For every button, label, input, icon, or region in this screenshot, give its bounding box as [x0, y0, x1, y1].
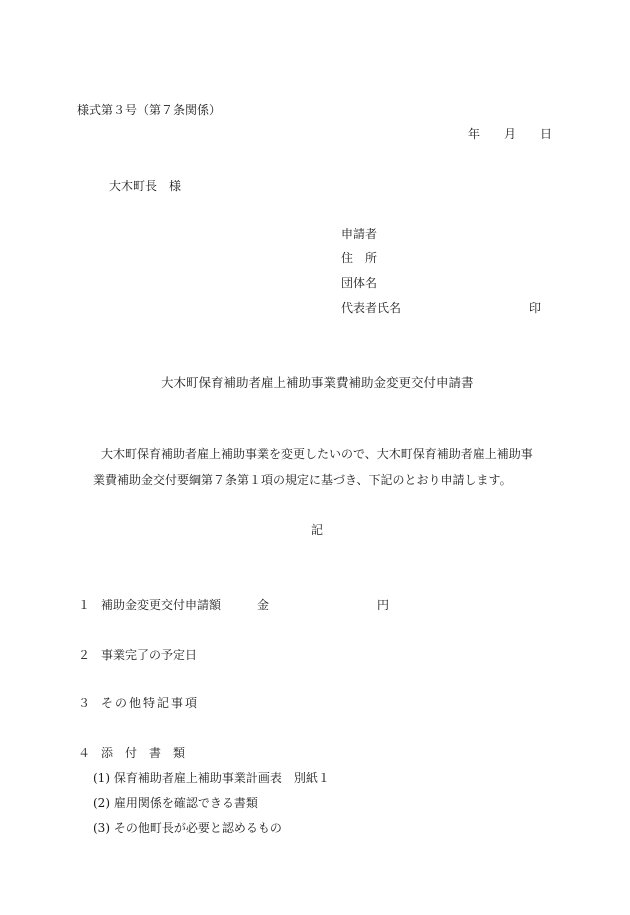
applicant-representative-label: 代表者氏名 [341, 301, 402, 315]
body-line-1: 大木町保育補助者雇上補助事業を変更したいので、大木町保育補助者雇上補助事 [101, 447, 533, 461]
seal-mark: 印 [529, 301, 542, 315]
attachment-item-1: (1) 保育補助者雇上補助事業計画表 別紙１ [93, 771, 330, 785]
item-1-amount-prefix: 金 [257, 598, 270, 612]
item-1-label: 補助金変更交付申請額 [101, 598, 222, 612]
item-3-number: ３ [78, 696, 91, 710]
body-line-2: 業費補助金交付要綱第７条第１項の規定に基づき、下記のとおり申請します。 [93, 473, 512, 487]
ki-heading: 記 [311, 523, 324, 537]
item-4-number: ４ [78, 746, 91, 760]
attachment-item-3: (3) その他町長が必要と認めるもの [93, 821, 282, 835]
applicant-organization-label: 団体名 [341, 276, 378, 290]
applicant-address-label: 住 所 [341, 251, 378, 265]
item-1-number: １ [78, 598, 91, 612]
item-2-number: ２ [78, 648, 91, 662]
form-number: 様式第３号（第７条関係） [77, 103, 222, 117]
item-1-unit: 円 [377, 598, 390, 612]
item-2-label: 事業完了の予定日 [101, 648, 198, 662]
addressee: 大木町長 様 [109, 179, 182, 193]
document-title: 大木町保育補助者雇上補助事業費補助金変更交付申請書 [161, 375, 474, 390]
item-3-label: その他特記事項 [101, 696, 200, 710]
attachment-item-2: (2) 雇用関係を確認できる書類 [93, 796, 258, 810]
item-4-label: 添 付 書 類 [101, 746, 186, 760]
date-line: 年 月 日 [468, 127, 553, 141]
applicant-label: 申請者 [341, 227, 378, 241]
